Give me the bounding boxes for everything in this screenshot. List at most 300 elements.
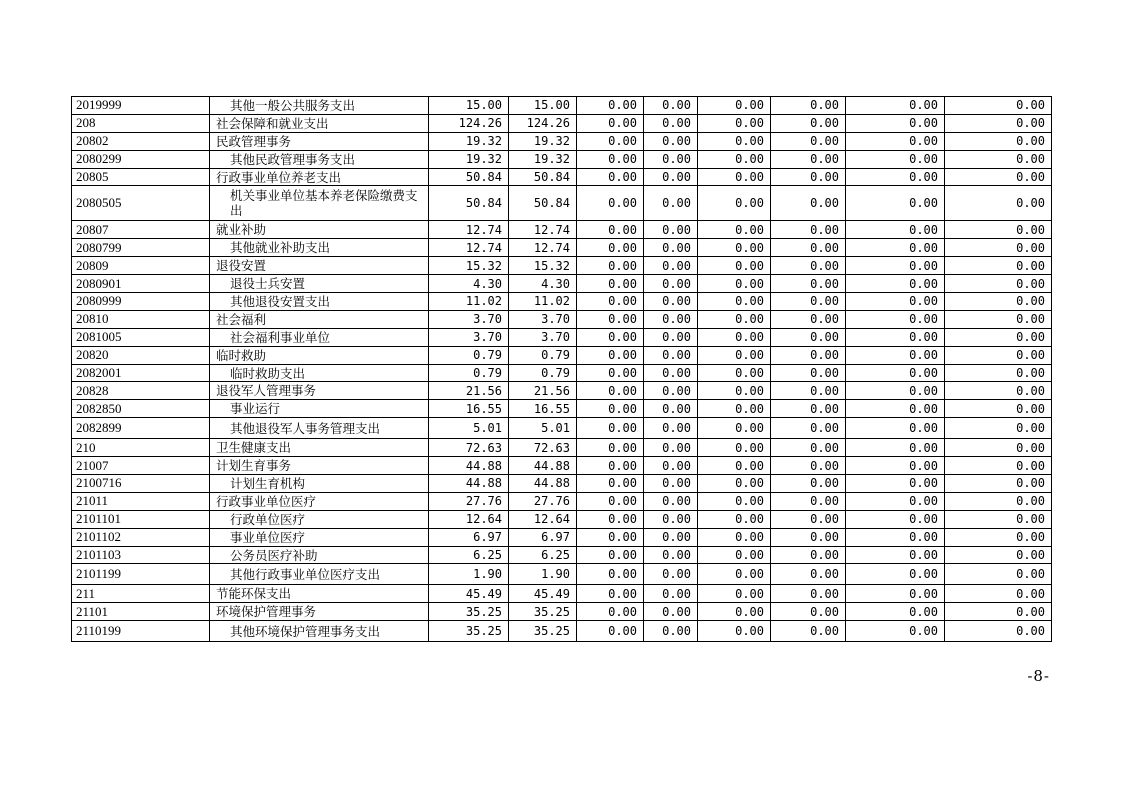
amount-cell: 0.00 (577, 546, 644, 564)
amount-cell: 0.00 (771, 239, 846, 257)
amount-cell: 0.00 (644, 186, 698, 221)
amount-cell: 0.00 (771, 621, 846, 642)
amount-cell: 0.00 (577, 510, 644, 528)
subject-code-cell: 21007 (72, 457, 210, 475)
subject-code-cell: 20807 (72, 221, 210, 239)
amount-cell: 0.00 (771, 310, 846, 328)
amount-cell: 0.00 (698, 603, 771, 621)
table-row (72, 457, 1052, 475)
amount-cell: 0.00 (698, 239, 771, 257)
amount-cell: 0.00 (846, 275, 945, 293)
amount-cell: 0.00 (577, 97, 644, 115)
amount-cell: 0.00 (945, 310, 1052, 328)
table-row (72, 564, 1052, 585)
amount-cell: 0.00 (644, 221, 698, 239)
amount-cell: 0.00 (945, 239, 1052, 257)
amount-cell: 72.63 (509, 439, 577, 457)
budget-expenditure-table (71, 96, 1052, 642)
subject-code-cell: 2080999 (72, 293, 210, 311)
amount-cell: 0.00 (846, 221, 945, 239)
amount-cell: 15.32 (429, 257, 509, 275)
amount-cell: 0.00 (644, 257, 698, 275)
amount-cell: 11.02 (509, 293, 577, 311)
amount-cell: 0.00 (698, 310, 771, 328)
amount-cell: 0.00 (846, 310, 945, 328)
amount-cell: 5.01 (429, 418, 509, 439)
amount-cell: 1.90 (429, 564, 509, 585)
amount-cell: 0.00 (771, 364, 846, 382)
amount-cell: 0.00 (771, 97, 846, 115)
amount-cell: 0.00 (945, 275, 1052, 293)
subject-name-cell: 其他就业补助支出 (210, 239, 429, 257)
amount-cell: 0.00 (945, 221, 1052, 239)
amount-cell: 0.00 (577, 603, 644, 621)
amount-cell: 0.00 (577, 585, 644, 603)
table-row (72, 528, 1052, 546)
amount-cell: 0.00 (698, 257, 771, 275)
amount-cell: 0.00 (846, 346, 945, 364)
amount-cell: 0.00 (846, 132, 945, 150)
amount-cell: 0.00 (644, 239, 698, 257)
subject-code-cell: 2082001 (72, 364, 210, 382)
amount-cell: 44.88 (429, 475, 509, 493)
subject-name-cell: 行政事业单位养老支出 (210, 168, 429, 186)
amount-cell: 0.00 (945, 510, 1052, 528)
amount-cell: 0.00 (846, 114, 945, 132)
amount-cell: 0.00 (577, 439, 644, 457)
amount-cell: 35.25 (429, 621, 509, 642)
subject-code-cell: 2081005 (72, 328, 210, 346)
amount-cell: 0.00 (698, 150, 771, 168)
table-row (72, 492, 1052, 510)
amount-cell: 0.00 (644, 328, 698, 346)
amount-cell: 0.00 (945, 168, 1052, 186)
table-row (72, 382, 1052, 400)
amount-cell: 0.00 (577, 382, 644, 400)
table-row (72, 168, 1052, 186)
amount-cell: 45.49 (509, 585, 577, 603)
amount-cell: 0.00 (698, 621, 771, 642)
subject-code-cell: 2101102 (72, 528, 210, 546)
amount-cell: 0.00 (846, 382, 945, 400)
subject-name-cell: 退役安置 (210, 257, 429, 275)
amount-cell: 0.00 (644, 150, 698, 168)
amount-cell: 0.00 (846, 585, 945, 603)
amount-cell: 0.00 (771, 585, 846, 603)
amount-cell: 0.00 (698, 439, 771, 457)
table-row (72, 221, 1052, 239)
table-row (72, 132, 1052, 150)
amount-cell: 0.79 (509, 364, 577, 382)
amount-cell: 0.00 (771, 168, 846, 186)
amount-cell: 0.00 (577, 418, 644, 439)
amount-cell: 0.00 (945, 400, 1052, 418)
amount-cell: 0.00 (577, 239, 644, 257)
amount-cell: 50.84 (429, 168, 509, 186)
amount-cell: 0.00 (644, 528, 698, 546)
amount-cell: 21.56 (429, 382, 509, 400)
subject-name-cell: 其他退役安置支出 (210, 293, 429, 311)
amount-cell: 0.00 (644, 132, 698, 150)
amount-cell: 0.00 (698, 97, 771, 115)
table-body (72, 97, 1052, 642)
amount-cell: 0.00 (698, 293, 771, 311)
subject-name-cell: 节能环保支出 (210, 585, 429, 603)
amount-cell: 0.00 (577, 221, 644, 239)
amount-cell: 0.00 (698, 510, 771, 528)
amount-cell: 0.00 (945, 528, 1052, 546)
amount-cell: 0.00 (771, 275, 846, 293)
amount-cell: 0.00 (945, 346, 1052, 364)
amount-cell: 0.00 (644, 382, 698, 400)
amount-cell: 0.00 (945, 97, 1052, 115)
amount-cell: 0.79 (429, 364, 509, 382)
amount-cell: 19.32 (429, 150, 509, 168)
amount-cell: 0.00 (698, 364, 771, 382)
subject-code-cell: 20809 (72, 257, 210, 275)
table-row (72, 150, 1052, 168)
subject-code-cell: 2101103 (72, 546, 210, 564)
amount-cell: 0.00 (698, 114, 771, 132)
table-row (72, 510, 1052, 528)
amount-cell: 0.00 (945, 186, 1052, 221)
table-row (72, 364, 1052, 382)
amount-cell: 3.70 (429, 328, 509, 346)
amount-cell: 19.32 (509, 132, 577, 150)
subject-name-cell: 民政管理事务 (210, 132, 429, 150)
amount-cell: 0.00 (846, 564, 945, 585)
amount-cell: 16.55 (509, 400, 577, 418)
amount-cell: 0.00 (771, 457, 846, 475)
amount-cell: 0.00 (698, 546, 771, 564)
subject-name-cell: 机关事业单位基本养老保险缴费支出 (210, 186, 429, 221)
amount-cell: 0.00 (644, 457, 698, 475)
amount-cell: 0.00 (846, 168, 945, 186)
amount-cell: 0.00 (846, 457, 945, 475)
amount-cell: 0.00 (846, 257, 945, 275)
amount-cell: 0.00 (771, 328, 846, 346)
amount-cell: 0.00 (644, 168, 698, 186)
subject-name-cell: 环境保护管理事务 (210, 603, 429, 621)
amount-cell: 0.00 (771, 564, 846, 585)
amount-cell: 0.00 (945, 150, 1052, 168)
subject-name-cell: 其他一般公共服务支出 (210, 97, 429, 115)
amount-cell: 0.00 (698, 564, 771, 585)
amount-cell: 0.00 (577, 328, 644, 346)
amount-cell: 0.00 (577, 186, 644, 221)
amount-cell: 0.00 (698, 275, 771, 293)
table-row (72, 275, 1052, 293)
amount-cell: 0.00 (644, 510, 698, 528)
amount-cell: 0.00 (698, 346, 771, 364)
table-row (72, 310, 1052, 328)
subject-name-cell: 退役军人管理事务 (210, 382, 429, 400)
amount-cell: 0.00 (771, 114, 846, 132)
amount-cell: 0.00 (698, 400, 771, 418)
subject-name-cell: 其他行政事业单位医疗支出 (210, 564, 429, 585)
amount-cell: 0.00 (644, 275, 698, 293)
subject-code-cell: 2080299 (72, 150, 210, 168)
amount-cell: 0.00 (577, 275, 644, 293)
subject-name-cell: 社会保障和就业支出 (210, 114, 429, 132)
amount-cell: 0.00 (698, 382, 771, 400)
subject-name-cell: 退役士兵安置 (210, 275, 429, 293)
subject-code-cell: 20820 (72, 346, 210, 364)
table-row (72, 346, 1052, 364)
subject-code-cell: 2082899 (72, 418, 210, 439)
amount-cell: 0.00 (945, 114, 1052, 132)
amount-cell: 0.00 (644, 492, 698, 510)
amount-cell: 50.84 (509, 186, 577, 221)
amount-cell: 35.25 (429, 603, 509, 621)
amount-cell: 0.00 (644, 114, 698, 132)
amount-cell: 16.55 (429, 400, 509, 418)
amount-cell: 0.00 (644, 603, 698, 621)
subject-code-cell: 20810 (72, 310, 210, 328)
amount-cell: 0.00 (698, 221, 771, 239)
amount-cell: 6.25 (509, 546, 577, 564)
subject-code-cell: 211 (72, 585, 210, 603)
amount-cell: 15.00 (429, 97, 509, 115)
amount-cell: 0.00 (644, 293, 698, 311)
amount-cell: 0.00 (846, 150, 945, 168)
amount-cell: 0.00 (577, 257, 644, 275)
amount-cell: 0.00 (945, 132, 1052, 150)
amount-cell: 0.00 (644, 546, 698, 564)
amount-cell: 19.32 (509, 150, 577, 168)
amount-cell: 0.00 (698, 168, 771, 186)
amount-cell: 15.00 (509, 97, 577, 115)
amount-cell: 1.90 (509, 564, 577, 585)
subject-name-cell: 事业单位医疗 (210, 528, 429, 546)
amount-cell: 0.79 (429, 346, 509, 364)
page-number: -8- (1027, 667, 1050, 685)
amount-cell: 0.00 (771, 382, 846, 400)
amount-cell: 0.00 (644, 621, 698, 642)
subject-name-cell: 行政事业单位医疗 (210, 492, 429, 510)
amount-cell: 0.00 (771, 346, 846, 364)
subject-code-cell: 21011 (72, 492, 210, 510)
table-row (72, 97, 1052, 115)
subject-code-cell: 2101101 (72, 510, 210, 528)
amount-cell: 0.00 (644, 585, 698, 603)
amount-cell: 0.00 (846, 475, 945, 493)
amount-cell: 50.84 (429, 186, 509, 221)
amount-cell: 0.00 (644, 475, 698, 493)
subject-name-cell: 公务员医疗补助 (210, 546, 429, 564)
amount-cell: 0.00 (846, 510, 945, 528)
table-row (72, 239, 1052, 257)
subject-name-cell: 其他民政管理事务支出 (210, 150, 429, 168)
amount-cell: 0.00 (771, 603, 846, 621)
subject-name-cell: 计划生育事务 (210, 457, 429, 475)
amount-cell: 0.00 (846, 364, 945, 382)
amount-cell: 0.00 (846, 400, 945, 418)
amount-cell: 0.00 (846, 546, 945, 564)
amount-cell: 12.74 (429, 221, 509, 239)
amount-cell: 0.00 (644, 418, 698, 439)
amount-cell: 0.00 (771, 150, 846, 168)
amount-cell: 0.00 (577, 492, 644, 510)
subject-name-cell: 计划生育机构 (210, 475, 429, 493)
table-row (72, 439, 1052, 457)
amount-cell: 3.70 (509, 310, 577, 328)
amount-cell: 21.56 (509, 382, 577, 400)
amount-cell: 0.00 (577, 621, 644, 642)
amount-cell: 0.00 (945, 564, 1052, 585)
amount-cell: 3.70 (429, 310, 509, 328)
amount-cell: 0.00 (771, 400, 846, 418)
amount-cell: 0.00 (771, 475, 846, 493)
amount-cell: 0.00 (698, 528, 771, 546)
amount-cell: 0.00 (577, 457, 644, 475)
table-row (72, 475, 1052, 493)
amount-cell: 0.00 (945, 382, 1052, 400)
amount-cell: 0.00 (577, 475, 644, 493)
table-row (72, 585, 1052, 603)
table-row (72, 400, 1052, 418)
amount-cell: 0.00 (945, 418, 1052, 439)
table-row (72, 603, 1052, 621)
amount-cell: 0.00 (945, 328, 1052, 346)
amount-cell: 0.00 (577, 150, 644, 168)
subject-code-cell: 2080799 (72, 239, 210, 257)
subject-code-cell: 2082850 (72, 400, 210, 418)
amount-cell: 0.00 (577, 364, 644, 382)
amount-cell: 124.26 (509, 114, 577, 132)
subject-name-cell: 卫生健康支出 (210, 439, 429, 457)
amount-cell: 0.00 (771, 186, 846, 221)
amount-cell: 0.00 (577, 168, 644, 186)
amount-cell: 44.88 (509, 475, 577, 493)
amount-cell: 0.00 (698, 585, 771, 603)
amount-cell: 0.00 (945, 492, 1052, 510)
amount-cell: 0.00 (846, 97, 945, 115)
amount-cell: 0.00 (577, 564, 644, 585)
amount-cell: 12.74 (509, 221, 577, 239)
subject-code-cell: 2080901 (72, 275, 210, 293)
amount-cell: 0.00 (846, 621, 945, 642)
amount-cell: 4.30 (509, 275, 577, 293)
amount-cell: 0.00 (698, 418, 771, 439)
subject-name-cell: 事业运行 (210, 400, 429, 418)
amount-cell: 0.00 (577, 400, 644, 418)
subject-code-cell: 2019999 (72, 97, 210, 115)
amount-cell: 6.97 (509, 528, 577, 546)
amount-cell: 0.00 (846, 418, 945, 439)
subject-code-cell: 2080505 (72, 186, 210, 221)
amount-cell: 15.32 (509, 257, 577, 275)
amount-cell: 0.00 (771, 132, 846, 150)
amount-cell: 0.00 (577, 310, 644, 328)
amount-cell: 124.26 (429, 114, 509, 132)
table-row (72, 114, 1052, 132)
amount-cell: 0.00 (945, 621, 1052, 642)
amount-cell: 12.74 (509, 239, 577, 257)
subject-code-cell: 2100716 (72, 475, 210, 493)
amount-cell: 0.00 (577, 132, 644, 150)
amount-cell: 0.00 (846, 186, 945, 221)
amount-cell: 0.00 (945, 585, 1052, 603)
amount-cell: 0.00 (771, 293, 846, 311)
amount-cell: 4.30 (429, 275, 509, 293)
subject-name-cell: 行政单位医疗 (210, 510, 429, 528)
amount-cell: 0.00 (846, 439, 945, 457)
amount-cell: 0.00 (945, 546, 1052, 564)
amount-cell: 0.00 (771, 546, 846, 564)
amount-cell: 0.00 (846, 293, 945, 311)
amount-cell: 0.00 (577, 346, 644, 364)
amount-cell: 35.25 (509, 621, 577, 642)
amount-cell: 12.64 (509, 510, 577, 528)
subject-code-cell: 210 (72, 439, 210, 457)
amount-cell: 19.32 (429, 132, 509, 150)
subject-name-cell: 社会福利事业单位 (210, 328, 429, 346)
amount-cell: 50.84 (509, 168, 577, 186)
amount-cell: 0.00 (771, 492, 846, 510)
amount-cell: 0.00 (698, 492, 771, 510)
table-row (72, 546, 1052, 564)
amount-cell: 0.00 (945, 364, 1052, 382)
subject-name-cell: 其他环境保护管理事务支出 (210, 621, 429, 642)
amount-cell: 0.00 (771, 510, 846, 528)
amount-cell: 44.88 (509, 457, 577, 475)
amount-cell: 44.88 (429, 457, 509, 475)
amount-cell: 0.00 (577, 293, 644, 311)
amount-cell: 5.01 (509, 418, 577, 439)
amount-cell: 0.00 (644, 97, 698, 115)
table-row (72, 328, 1052, 346)
amount-cell: 0.00 (945, 475, 1052, 493)
amount-cell: 0.00 (698, 328, 771, 346)
amount-cell: 0.00 (577, 114, 644, 132)
subject-code-cell: 21101 (72, 603, 210, 621)
amount-cell: 12.74 (429, 239, 509, 257)
subject-name-cell: 临时救助 (210, 346, 429, 364)
amount-cell: 72.63 (429, 439, 509, 457)
amount-cell: 0.00 (644, 310, 698, 328)
amount-cell: 0.00 (846, 239, 945, 257)
amount-cell: 0.00 (846, 603, 945, 621)
amount-cell: 0.00 (846, 492, 945, 510)
amount-cell: 12.64 (429, 510, 509, 528)
subject-code-cell: 2110199 (72, 621, 210, 642)
amount-cell: 0.00 (698, 457, 771, 475)
subject-code-cell: 2101199 (72, 564, 210, 585)
table-row (72, 293, 1052, 311)
table-row (72, 621, 1052, 642)
amount-cell: 0.00 (644, 346, 698, 364)
amount-cell: 0.00 (644, 564, 698, 585)
amount-cell: 0.00 (771, 257, 846, 275)
amount-cell: 11.02 (429, 293, 509, 311)
subject-code-cell: 20805 (72, 168, 210, 186)
subject-code-cell: 20828 (72, 382, 210, 400)
amount-cell: 6.25 (429, 546, 509, 564)
table-row (72, 257, 1052, 275)
amount-cell: 0.00 (771, 418, 846, 439)
table-row (72, 186, 1052, 221)
amount-cell: 0.00 (846, 528, 945, 546)
amount-cell: 27.76 (429, 492, 509, 510)
amount-cell: 0.00 (945, 257, 1052, 275)
amount-cell: 0.00 (698, 132, 771, 150)
amount-cell: 0.00 (846, 328, 945, 346)
amount-cell: 0.00 (945, 293, 1052, 311)
amount-cell: 0.00 (577, 528, 644, 546)
amount-cell: 0.00 (945, 439, 1052, 457)
amount-cell: 0.00 (771, 221, 846, 239)
